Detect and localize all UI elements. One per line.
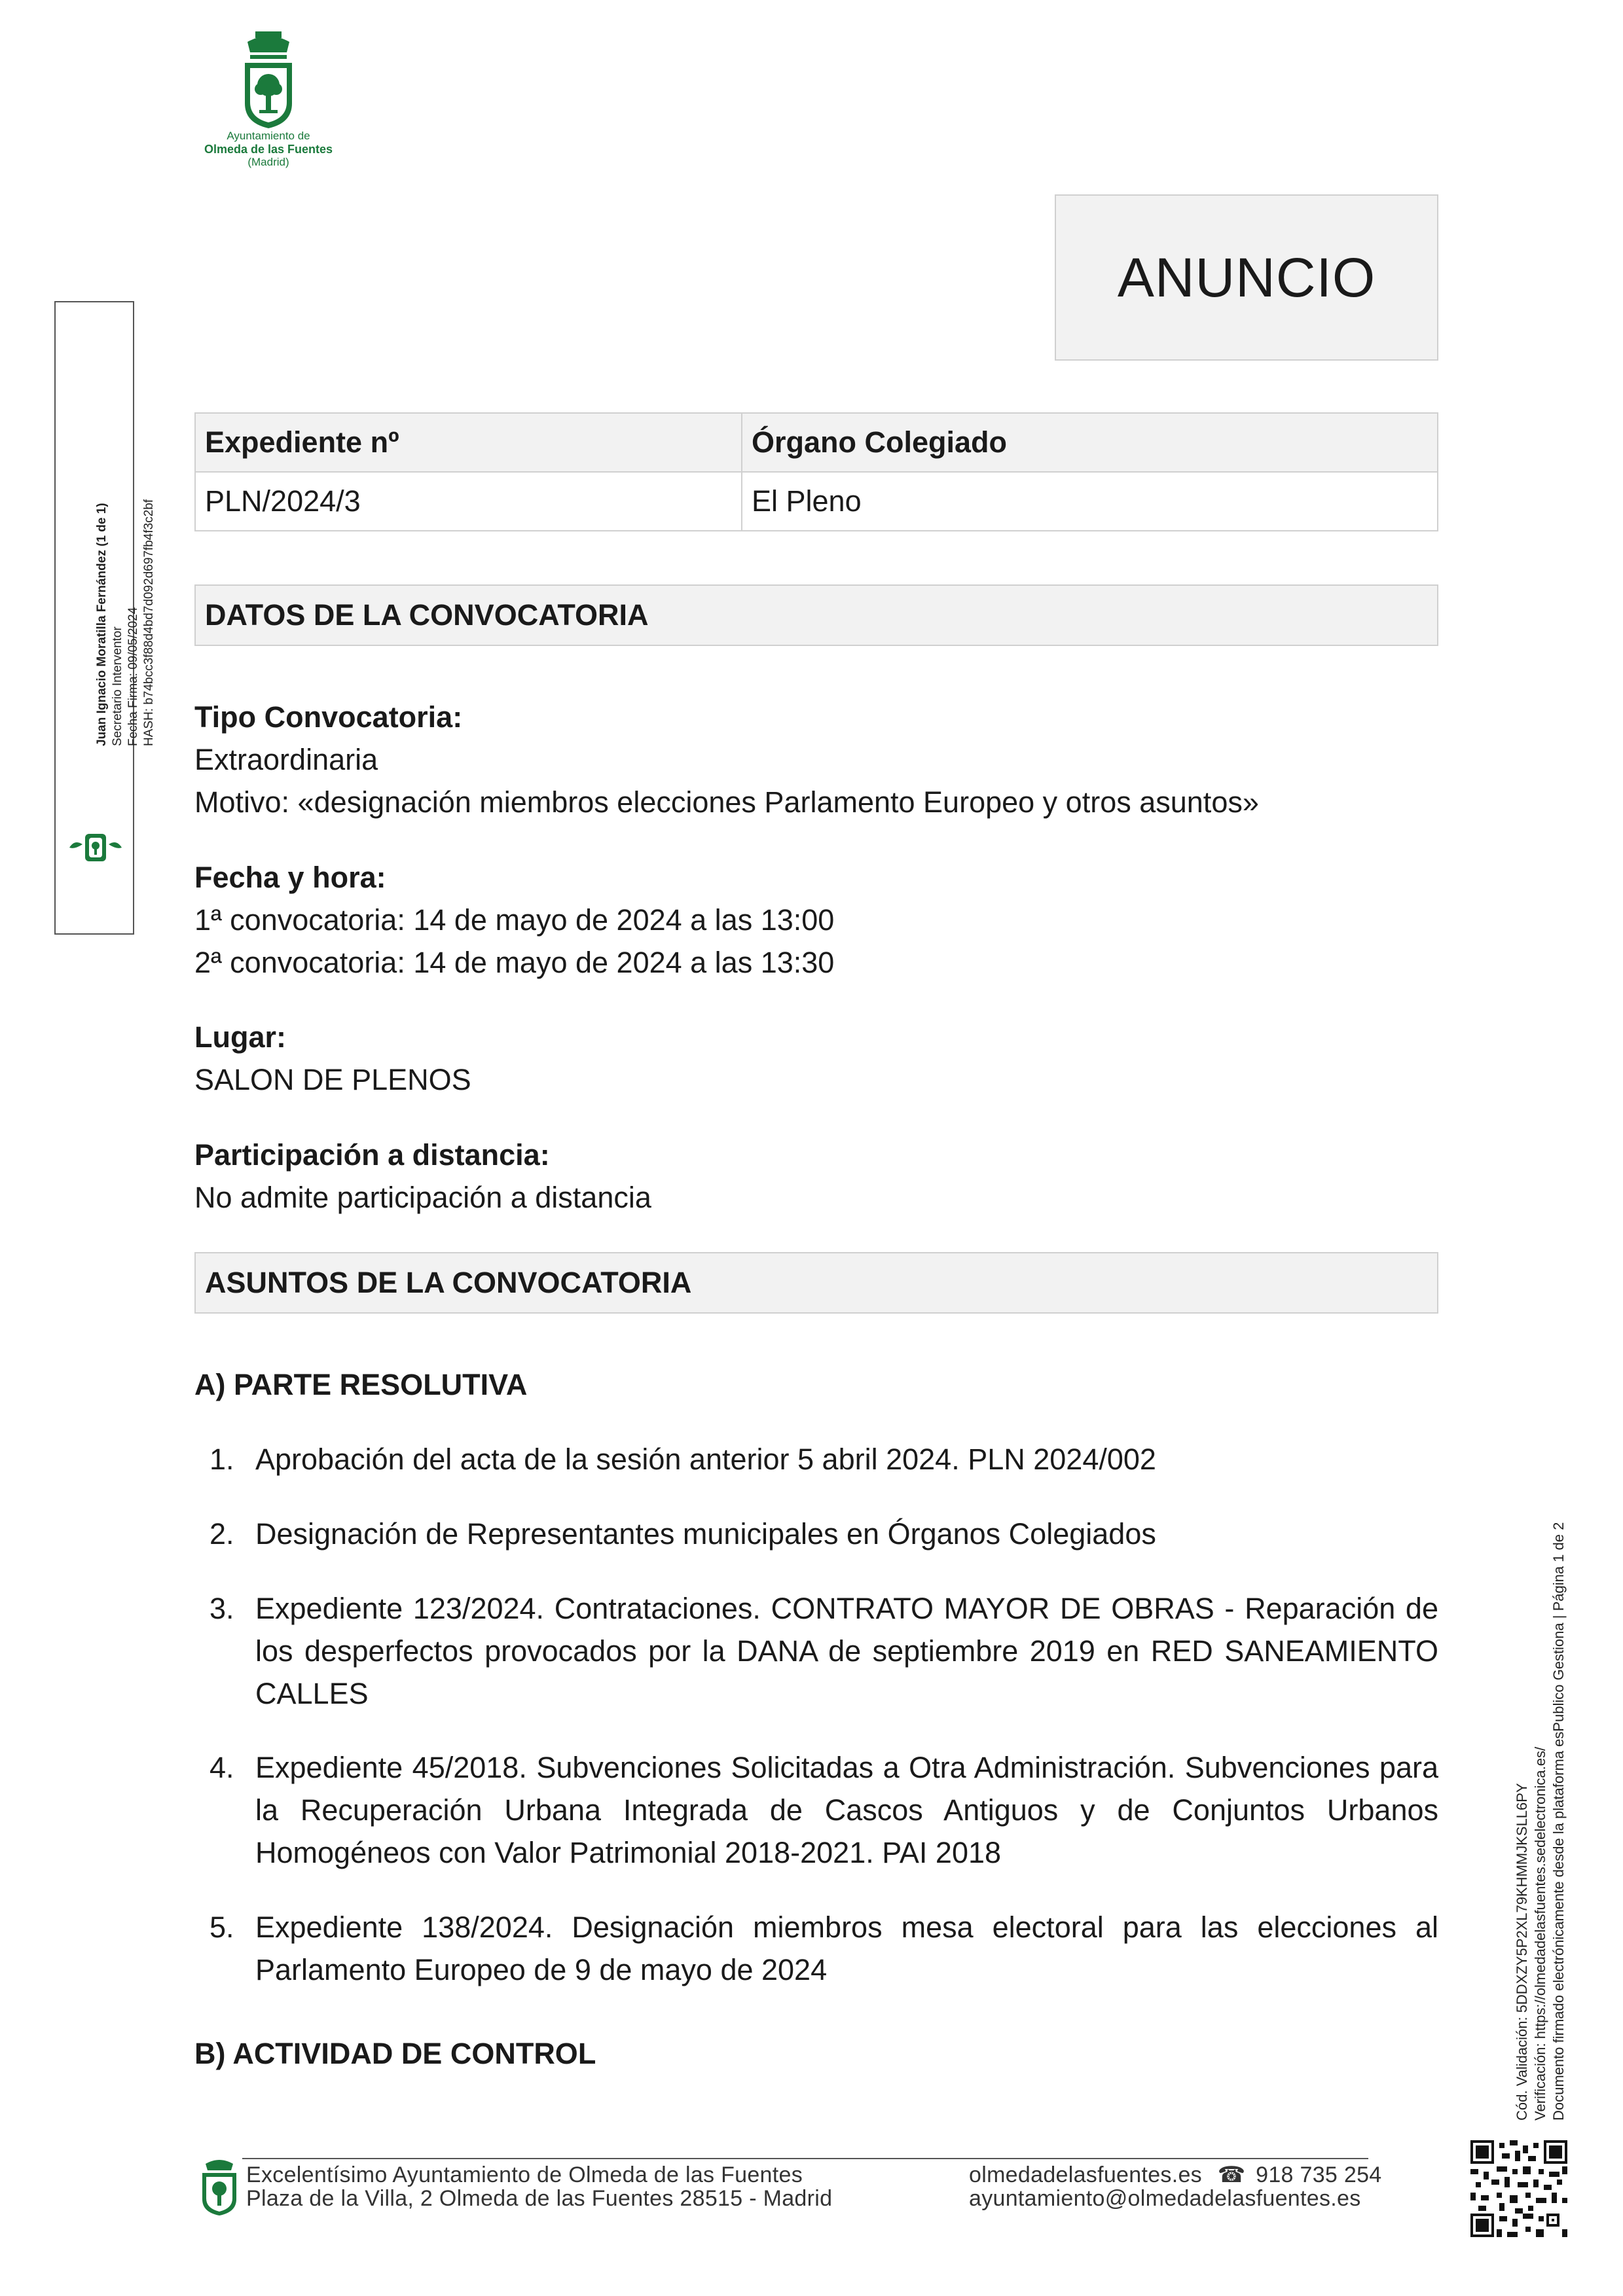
- datos-section-header: [194, 584, 1438, 646]
- list-item-text: Expediente 123/2024. Contrataciones. CONTRATO MAYOR DE OBRAS - Reparación de los desperfectos provocados por la DANA de septiembre 2019 en RED SANEAMIENTO CALLES: [255, 1592, 1438, 1710]
- list-item-number: 4.: [210, 1751, 234, 1784]
- logo-line-1: Ayuntamiento de: [227, 130, 310, 142]
- footer-coat-of-arms-icon: [200, 2157, 238, 2216]
- footer-divider: [242, 2158, 1368, 2159]
- list-item-text: Expediente 138/2024. Designación miembros mesa electoral para las elecciones al Parlamento Europeo de 9 de mayo de 2024: [255, 1910, 1438, 1986]
- tipo-value: Extraordinaria: [194, 743, 378, 776]
- list-item: [210, 1906, 1438, 1991]
- signer-name: Juan Ignacio Moratilla Fernández (1 de 1): [95, 503, 109, 746]
- signature-stamp-text: [94, 157, 157, 746]
- participacion-label: Participación a distancia:: [194, 1138, 550, 1172]
- actividad-control-heading: B) ACTIVIDAD DE CONTROL: [194, 2037, 596, 2070]
- logo-line-3: (Madrid): [247, 156, 289, 168]
- fecha-block: [194, 856, 1438, 984]
- expediente-table: [194, 412, 1438, 531]
- validation-code: Cód. Validación: 5DDXZY5P2XL79KHMMJKSLL6PY: [1514, 1783, 1530, 2121]
- list-item: [210, 1746, 1438, 1874]
- tipo-block: [194, 696, 1438, 823]
- fecha-label: Fecha y hora:: [194, 861, 386, 894]
- qr-code-icon: [1470, 2140, 1567, 2237]
- lugar-block: [194, 1016, 1438, 1101]
- footer-contact: [969, 2163, 1382, 2210]
- announcement-title: ANUNCIO: [1117, 246, 1376, 308]
- list-item-text: Designación de Representantes municipales en Órganos Colegiados: [255, 1517, 1156, 1551]
- footer-email[interactable]: ayuntamiento@olmedadelasfuentes.es: [969, 2186, 1361, 2211]
- signature-hash: HASH: b74bcc3f88d4bd7d092d697fb4f3c2bf: [142, 499, 156, 746]
- participacion-value: No admite participación a distancia: [194, 1181, 651, 1214]
- datos-section-title: DATOS DE LA CONVOCATORIA: [205, 598, 649, 632]
- list-item-number: 3.: [210, 1592, 234, 1625]
- parte-resolutiva-heading: A) PARTE RESOLUTIVA: [194, 1368, 528, 1401]
- coat-of-arms-icon: [241, 31, 296, 130]
- signer-role: Secretario Interventor: [111, 626, 124, 746]
- list-item-text: Expediente 45/2018. Subvenciones Solicitadas a Otra Administración. Subvenciones para la Recuperación Urbana Integrada de Cascos Antiguos y de Conjuntos Urbanos Homogéneos con Valor Patrimonial 2018-2021. PAI 2018: [255, 1751, 1438, 1869]
- footer-address: [246, 2163, 832, 2210]
- primera-convocatoria: 1ª convocatoria: 14 de mayo de 2024 a las 13:00: [194, 903, 835, 937]
- asuntos-section-header: [194, 1252, 1438, 1314]
- footer-org: Excelentísimo Ayuntamiento de Olmeda de las Fuentes: [246, 2162, 803, 2187]
- organo-header: Órgano Colegiado: [742, 413, 1438, 472]
- municipality-logo: [194, 31, 343, 169]
- list-item-number: 5.: [210, 1910, 234, 1944]
- logo-line-2: Olmeda de las Fuentes: [204, 143, 333, 156]
- footer-website[interactable]: olmedadelasfuentes.es: [969, 2162, 1202, 2187]
- announcement-title-box: [1055, 194, 1438, 361]
- motivo-text: Motivo: «designación miembros elecciones Parlamento Europeo y otros asuntos»: [194, 785, 1259, 819]
- signature-seal-icon: [67, 833, 124, 863]
- table-header-row: [195, 413, 1438, 472]
- list-item: [210, 1587, 1438, 1715]
- list-item-text: Aprobación del acta de la sesión anterior 5 abril 2024. PLN 2024/002: [255, 1443, 1156, 1476]
- list-item: [210, 1438, 1438, 1480]
- signature-date: Fecha Firma: 09/05/2024: [126, 607, 140, 746]
- lugar-value: SALON DE PLENOS: [194, 1063, 471, 1096]
- tipo-label: Tipo Convocatoria:: [194, 700, 463, 734]
- table-row: [195, 472, 1438, 531]
- signed-document-note: Documento firmado electrónicamente desde la plataforma esPublico Gestiona | Página 1 de 2: [1550, 1522, 1567, 2121]
- footer-street: Plaza de la Villa, 2 Olmeda de las Fuentes 28515 - Madrid: [246, 2186, 833, 2211]
- asuntos-section-title: ASUNTOS DE LA CONVOCATORIA: [205, 1266, 692, 1299]
- verification-text: [1513, 1427, 1568, 2121]
- verification-url: Verificación: https://olmedadelasfuentes.sedelectronica.es/: [1532, 1746, 1548, 2121]
- list-item: [210, 1513, 1438, 1555]
- expediente-header: Expediente nº: [195, 413, 742, 472]
- expediente-value: PLN/2024/3: [195, 472, 742, 531]
- lugar-label: Lugar:: [194, 1020, 286, 1054]
- participacion-block: [194, 1134, 1438, 1219]
- list-item-number: 1.: [210, 1443, 234, 1476]
- organo-value: El Pleno: [742, 472, 1438, 531]
- phone-icon: ☎: [1217, 2162, 1246, 2187]
- list-item-number: 2.: [210, 1517, 234, 1551]
- segunda-convocatoria: 2ª convocatoria: 14 de mayo de 2024 a las 13:30: [194, 946, 835, 979]
- footer-phone: 918 735 254: [1256, 2162, 1382, 2187]
